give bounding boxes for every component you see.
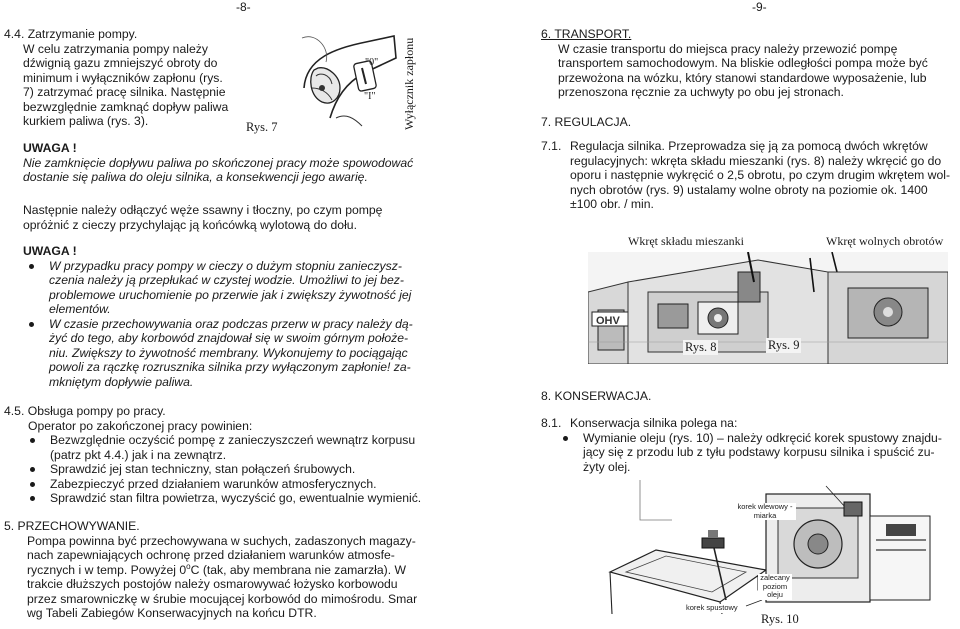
list-item [555, 431, 956, 475]
text-line: powoli za rączkę rozrusznika silnika przy wyłączonym zapłonie! za- [49, 360, 411, 374]
section-7-1-text [541, 139, 956, 212]
text-line: czenia należy ją przepłukać w czystej wodzie. Umożliwi to jej bez- [49, 273, 404, 287]
section-4-5-intro: Operator po zakończonej pracy powinien: [28, 418, 253, 433]
section-4-5 [4, 404, 454, 506]
page-number-right: -9- [752, 0, 767, 14]
section-4-4 [4, 27, 264, 129]
figure-7-side-label: Wyłącznik zapłonu [402, 37, 416, 130]
text-line: oleju [767, 590, 783, 599]
text-line: przewożona na wózku, który stanowi standardowe wyposażenie, lub [558, 70, 927, 85]
text-line: nych obrotów (rys. 9) ustalamy wolne obroty na poziomie ok. 1400 [570, 182, 928, 197]
text-line: poziom [762, 581, 788, 591]
text-line: żyć do tego, aby korbowód znajdował się w swoim górnym położe- [49, 331, 409, 345]
recommended-oil-level-caption [758, 574, 792, 600]
text-line: niu. Zwiększy to żywotność membrany. Wykonujemy to pociągając [49, 345, 408, 360]
text-line: (patrz pkt 4.4.) jak i na zewnątrz. [50, 447, 227, 462]
section-4-5-bullets [22, 433, 454, 506]
warning-text-line: Nie zamknięcie dopływu paliwa po skończonej pracy może spowodować [23, 155, 414, 170]
text-line: oporu i następnie wykręcić o 2,5 obrotu, po czym drugim wkrętem wol- [570, 168, 951, 182]
figure-9-label: Wkręt wolnych obrotów [826, 234, 944, 248]
text-line: dźwignią gazu zmniejszyć obroty do [23, 56, 218, 70]
section-5-text [4, 534, 454, 621]
text-line: zalecany [760, 573, 790, 582]
section-4-4-text [4, 42, 264, 129]
section-8-1 [541, 416, 956, 474]
text-line: transportem samochodowym. Na bliskie odległości pompa może być [558, 56, 928, 70]
section-8-heading: 8. KONSERWACJA. [541, 389, 652, 403]
section-7-1 [541, 139, 956, 212]
text-line-temperature: rycznych i w temp. Powyżej 0$^o$C (tak, aby membrana nie zamarzła). W [27, 561, 407, 577]
text-line: Pompa powinna być przechowywana w suchych, zadaszonych magazy- [27, 533, 416, 548]
switch-mark-0: "0" [365, 57, 379, 68]
section-5 [4, 519, 454, 621]
text-line: problemowe uruchomienie po przerwie jak i zwiększy żywotność jej [49, 287, 412, 302]
oil-filler-cap-caption [734, 503, 796, 520]
text-line: W przypadku pracy pompy w cieczy o dużym stopniu zanieczysz- [49, 258, 402, 273]
text-line: Sprawdzić stan filtra powietrza, wyczyścić go, ewentualnie wymienić. [50, 491, 422, 505]
list-item [22, 433, 454, 462]
list-item [22, 491, 454, 506]
text-line: miarka [753, 510, 777, 520]
text-line: W celu zatrzymania pompy należy [23, 41, 208, 56]
figure-7-ignition-switch [296, 18, 400, 136]
text-line: opróżnić z cieczy przychylając ją końcówką wylotową do dołu. [23, 217, 357, 232]
warning-title: UWAGA ! [23, 141, 77, 155]
warning-bullets [21, 259, 443, 390]
section-4-5-heading: 4.5. Obsługa pompy po pracy. [4, 404, 166, 418]
text-line: kurkiem paliwa (rys. 3). [23, 114, 149, 128]
text-line: Sprawdzić jej stan techniczny, stan połączeń śrubowych. [50, 462, 356, 476]
warning-maintenance [23, 244, 443, 389]
section-8-1-text: Konserwacja silnika polega na: [570, 416, 738, 430]
section-8-1-number: 8.1. [541, 416, 562, 430]
section-8-1-bullets [555, 431, 956, 475]
figure-8-label: Wkręt składu mieszanki [628, 234, 744, 248]
text-line: wg Tabeli Zabiegów Konserwacyjnych na końcu DTR. [27, 606, 317, 620]
section-6 [541, 27, 956, 100]
hose-disconnect-text [23, 203, 443, 232]
warning-bullet [21, 259, 443, 317]
text-line: Zabezpieczyć przed działaniem warunków atmosferycznych. [50, 476, 377, 491]
figure-9-caption: Rys. 9 [768, 338, 800, 352]
ignition-switch-illustration [296, 18, 400, 136]
section-7-heading: 7. REGULACJA. [541, 115, 632, 129]
section-6-text [541, 42, 956, 100]
text-line: nach zapewniających ochronę przed działaniem warunków atmosfe- [27, 548, 395, 562]
text-line: ±100 obr. / min. [570, 197, 654, 211]
switch-mark-1: "I" [364, 91, 376, 102]
text-line: jący się z przodu lub z tyłu podstawy korpusu silnika i spuścić zu- [583, 445, 935, 459]
text-line: żyty olej. [583, 459, 631, 474]
text-line: mkniętym dopływie paliwa. [49, 374, 194, 389]
text-line: Następnie należy odłączyć węże ssawny i tłoczny, po czym pompę [23, 203, 383, 217]
text-line: bezwzględnie zamknąć dopływ paliwa [23, 99, 229, 114]
warning-bullet [21, 317, 443, 390]
warning-fuel [23, 141, 443, 185]
drain-plug-caption: korek spustowy [686, 603, 738, 612]
list-item [22, 477, 454, 492]
text-line: regulacyjnych: wkręta składu mieszanki (rys. 8) należy wkręcić go do [570, 153, 942, 168]
page-number-left: -8- [236, 0, 251, 14]
list-item [22, 462, 454, 477]
figure-10-caption: Rys. 10 [761, 612, 799, 626]
text-line: W czasie transportu do miejsca pracy należy przewozić pompę [558, 41, 898, 56]
warning-text-line: dostanie się paliwa do oleju silnika, a konsekwencji jego awarię. [23, 170, 368, 184]
text-line: przenoszona ręcznie za uchwyty po obu jej stronach. [558, 85, 844, 99]
text-line: 7) zatrzymać pracę silnika. Następnie [23, 85, 226, 99]
section-5-heading: 5. PRZECHOWYWANIE. [4, 519, 140, 533]
text-line: Bezwzględnie oczyścić pompę z zanieczyszczeń wewnątrz korpusu [50, 433, 416, 447]
text-line: W czasie przechowywania oraz podczas przerw w pracy należy dą- [49, 316, 413, 331]
section-6-heading: 6. TRANSPORT. [541, 27, 632, 41]
text-line: trakcie dłuższych postojów należy osmarowywać łożysko korbowodu [27, 577, 398, 591]
warning-title: UWAGA ! [23, 244, 77, 258]
section-4-4-heading: 4.4. Zatrzymanie pompy. [4, 27, 138, 41]
text-line: Wymianie oleju (rys. 10) – należy odkręcić korek spustowy znajdu- [583, 430, 942, 445]
text-line: korek wlewowy - [737, 502, 793, 511]
text-line: minimum i wyłączników zapłonu (rys. [23, 70, 223, 85]
figure-7-caption: Rys. 7 [246, 120, 278, 134]
text-line: przez smarowniczkę w śrubie mocującej korbowód do mimośrodu. Smar [27, 591, 418, 606]
text-line: Regulacja silnika. Przeprowadza się ją za pomocą dwóch wkrętów [570, 139, 928, 153]
engine-ohv-mark: OHV [596, 315, 620, 327]
text-line: elementów. [49, 302, 111, 316]
figure-8-caption: Rys. 8 [685, 340, 717, 354]
section-7-1-number: 7.1. [541, 139, 562, 153]
